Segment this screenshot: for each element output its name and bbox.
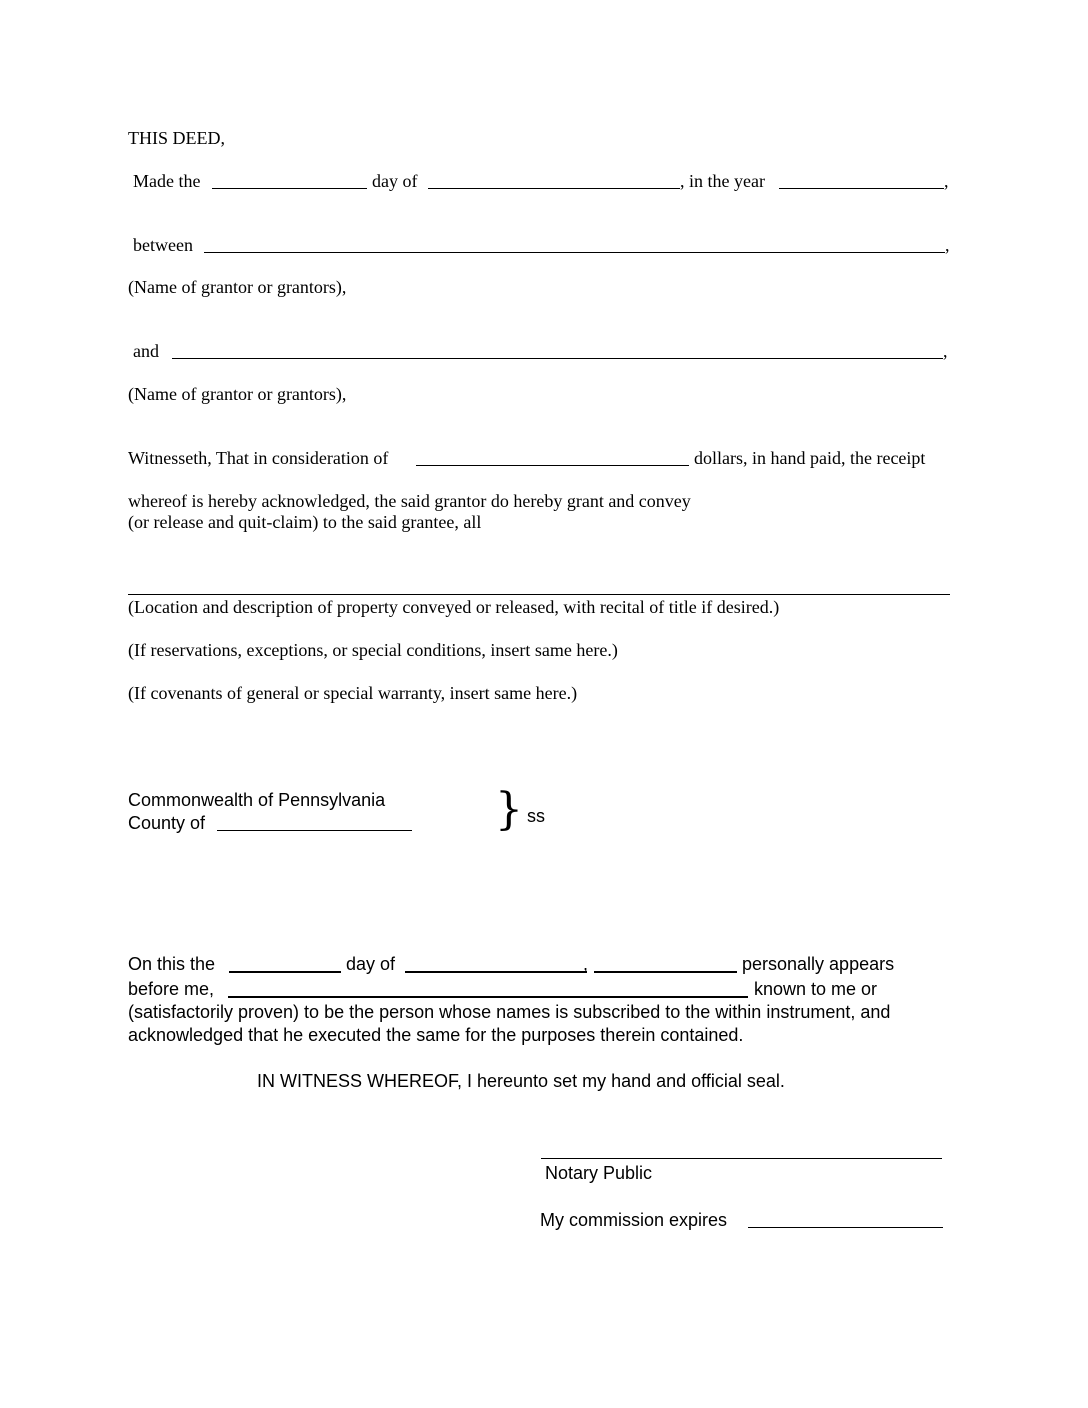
person-name-blank[interactable]	[228, 996, 748, 998]
year-blank[interactable]	[779, 188, 944, 189]
ack-year-blank[interactable]	[594, 971, 737, 973]
deed-title: THIS DEED,	[128, 128, 225, 148]
between-comma: ,	[945, 235, 950, 255]
ss-label: ss	[527, 806, 545, 826]
in-the-year-label: , in the year	[680, 171, 765, 191]
consideration-blank[interactable]	[416, 465, 689, 466]
commonwealth-label: Commonwealth of Pennsylvania	[128, 790, 386, 810]
dollars-label: dollars, in hand paid, the receipt	[694, 448, 926, 468]
ack-line-3: (satisfactorily proven) to be the person whose names is subscribed to the within instrument, and	[128, 1002, 891, 1022]
day-of-label: day of	[372, 171, 418, 191]
and-label: and	[133, 341, 159, 361]
grantor-note-2: (Name of grantor or grantors),	[128, 384, 347, 404]
ack-line-4: acknowledged that he executed the same for the purposes therein contained.	[128, 1025, 744, 1045]
release-text: (or release and quit-claim) to the said grantee, all	[128, 512, 482, 532]
county-of-label: County of	[128, 813, 206, 833]
notary-public-label: Notary Public	[545, 1163, 653, 1183]
whereof-text: whereof is hereby acknowledged, the said grantor do hereby grant and convey	[128, 491, 691, 511]
covenants-note: (If covenants of general or special warranty, insert same here.)	[128, 683, 578, 703]
witness-whereof: IN WITNESS WHEREOF, I hereunto set my hand and official seal.	[257, 1071, 785, 1091]
personally-appears-label: personally appears	[742, 954, 895, 974]
county-blank[interactable]	[217, 830, 412, 831]
reservations-note: (If reservations, exceptions, or special conditions, insert same here.)	[128, 640, 618, 660]
day-blank[interactable]	[212, 188, 367, 189]
ack-day-of-label: day of	[346, 954, 396, 974]
known-to-me-label: known to me or	[754, 979, 878, 999]
month-blank[interactable]	[428, 188, 680, 189]
location-note: (Location and description of property conveyed or released, with recital of title if desired.)	[128, 597, 780, 617]
property-description-blank[interactable]	[128, 594, 950, 595]
and-comma: ,	[943, 341, 948, 361]
commission-expires-label: My commission expires	[540, 1210, 728, 1230]
grantee-name-blank[interactable]	[172, 358, 943, 359]
notary-signature-blank[interactable]	[541, 1158, 942, 1159]
made-the-label: Made the	[133, 171, 201, 191]
between-label: between	[133, 235, 193, 255]
grantor-name-blank[interactable]	[204, 252, 945, 253]
brace-icon: }	[495, 784, 523, 835]
on-this-the-label: On this the	[128, 954, 216, 974]
witnesseth-label: Witnesseth, That in consideration of	[128, 448, 389, 468]
year-comma: ,	[944, 171, 949, 191]
before-me-label: before me,	[128, 979, 215, 999]
ack-comma: ,	[583, 954, 589, 974]
grantor-note-1: (Name of grantor or grantors),	[128, 277, 347, 297]
commission-expires-blank[interactable]	[748, 1227, 943, 1228]
ack-month-blank[interactable]	[405, 971, 587, 973]
ack-day-blank[interactable]	[229, 971, 341, 973]
